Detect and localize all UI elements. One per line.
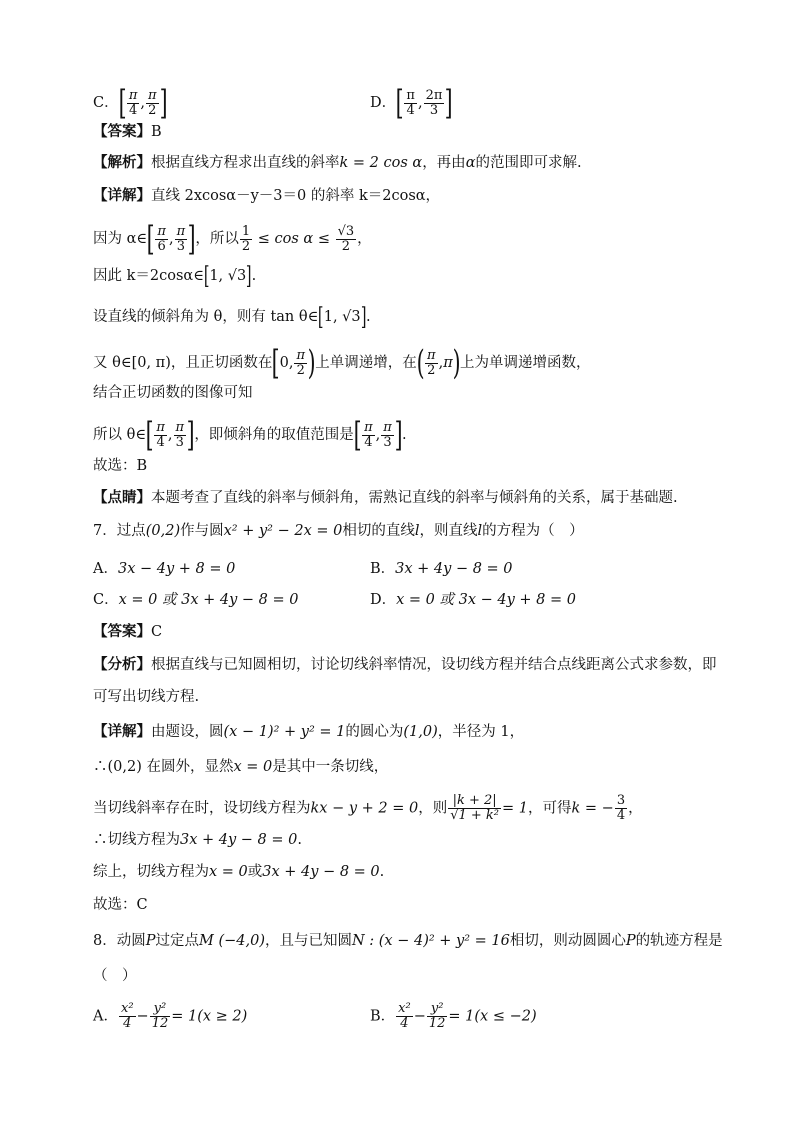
q6-option-d[interactable]: D．[ $\frac{\pi}{4}$ , $\frac{2\pi}{3}$ ] <box>370 83 454 123</box>
q7-fenxi-2: 可写出切线方程. <box>93 689 200 705</box>
q8-option-a[interactable]: A． $\frac{\text{x²}}{4}$ − $\frac{\text{y²}}{12}$ = 1(x ≥ 2) <box>93 1001 248 1031</box>
q6-so-line: 所以 θ∈[ $\frac{\pi}{4}$ , $\frac{\pi}{3}$ ]，即倾斜角的取值范围是[ $\frac{\pi}{4}$ , $\frac{\pi}{3}$ ]. <box>93 415 407 455</box>
q6-dianjing: 【点睛】本题考查了直线的斜率与倾斜角，需熟记直线的斜率与倾斜角的关系，属于基础题. <box>93 490 678 506</box>
q7-xiangjie-4: ∴切线方程为3x + 4y − 8 = 0. <box>93 832 302 848</box>
q8-option-b[interactable]: B． $\frac{\text{x²}}{4}$ − $\frac{\text{y²}}{12}$ = 1(x ≤ −2) <box>370 1001 537 1031</box>
q7-option-d[interactable]: D．x = 0 或 3x − 4y + 8 = 0 <box>370 592 577 608</box>
q7-option-c[interactable]: C．x = 0 或 3x + 4y − 8 = 0 <box>93 592 299 608</box>
q7-choose: 故选：C <box>93 897 148 913</box>
q8-paren: （ ） <box>93 968 137 984</box>
q6-hence-line: 因此 k＝2cosα∈[1, √3]. <box>93 262 257 290</box>
q7-xiangjie-3: 当切线斜率存在时，设切线方程为kx − y + 2 = 0，则 $\frac{|k + 2|}{\text{√1 + k²}}$ = 1，可得k = − $\frac{3}{4}$ ， <box>93 793 643 823</box>
q7-stem: 7．过点(0,2)作与圆x² + y² − 2x = 0相切的直线l，则直线l的方程为（ ） <box>93 523 584 539</box>
q6-xiangjie: 【详解】直线 2xcosα－y－3＝0 的斜率 k＝2cosα， <box>93 188 441 204</box>
q7-xiangjie-2: ∴(0,2) 在圆外，显然x = 0是其中一条切线， <box>93 759 389 775</box>
q6-also-line: 又 θ∈[0, π)，且正切函数在[0, $\frac{\pi}{2}$ )上单调递增，在( $\frac{\pi}{2}$ ,π)上为单调递增函数， <box>93 343 591 383</box>
q7-option-a[interactable]: A．3x − 4y + 8 = 0 <box>93 561 236 577</box>
q7-xiangjie-1: 【详解】由题设，圆(x − 1)² + y² = 1的圆心为(1,0)，半径为 1， <box>93 724 525 740</box>
q6-jiexi: 【解析】根据直线方程求出直线的斜率k = 2 cos α，再由α的范围即可求解. <box>93 155 582 171</box>
q7-fenxi-1: 【分析】根据直线与已知圆相切，讨论切线斜率情况，设切线方程并结合点线距离公式求参数，即 <box>93 657 717 673</box>
q6-choose: 故选：B <box>93 458 148 474</box>
q8-stem: 8．动圆P过定点M (−4,0)，且与已知圆N : (x − 4)² + y² = 16相切，则动圆圆心P的轨迹方程是 <box>93 933 723 949</box>
q7-xiangjie-5: 综上，切线方程为x = 0或3x + 4y − 8 = 0. <box>93 864 385 880</box>
q6-inclination-line: 设直线的倾斜角为 θ，则有 tan θ∈[1, √3]. <box>93 303 371 331</box>
q6-answer: 【答案】B <box>93 124 162 140</box>
q6-option-c[interactable]: C．[ $\frac{\pi}{4}$ , $\frac{\pi}{2}$ ] <box>93 83 168 123</box>
q7-option-b[interactable]: B．3x + 4y − 8 = 0 <box>370 561 513 577</box>
q6-because-line: 因为 α∈[ $\frac{\pi}{6}$ , $\frac{\pi}{3}$ ]，所以 $\frac{1}{2}$ ≤ cos α ≤ $\frac{√3}{2}$ ， <box>93 219 372 259</box>
q6-combine-line: 结合正切函数的图像可知 <box>93 385 253 401</box>
q7-answer: 【答案】C <box>93 624 163 640</box>
